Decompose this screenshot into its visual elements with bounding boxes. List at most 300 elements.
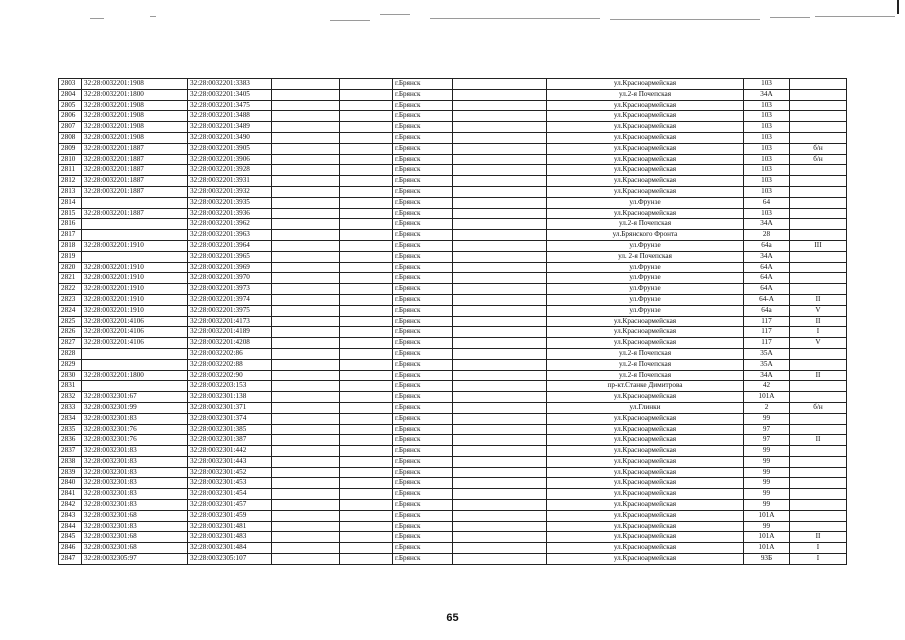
cadastral-number: 32:28:0032201:3932 [188,186,272,197]
note-cell: б/н [790,154,847,165]
cadastral-number: 32:28:0032301:387 [188,435,272,446]
registry-table [58,78,847,565]
city-cell: г.Брянск [393,456,453,467]
parent-cadastral-number [82,359,188,370]
street-cell: ул.Красноармейская [547,79,744,90]
note-cell [790,359,847,370]
table-row [59,456,847,467]
house-cell: 64-А [744,294,790,305]
cadastral-number: 32:28:0032301:442 [188,446,272,457]
table-row [59,294,847,305]
table-row [59,89,847,100]
table-row [59,402,847,413]
parent-cadastral-number: 32:28:0032201:1800 [82,89,188,100]
empty-cell [272,402,340,413]
table-row [59,284,847,295]
empty-cell [272,392,340,403]
empty-cell [453,510,547,521]
row-number: 2841 [59,489,82,500]
row-number: 2830 [59,370,82,381]
parent-cadastral-number [82,348,188,359]
cadastral-number: 32:28:0032301:453 [188,478,272,489]
note-cell [790,446,847,457]
row-number: 2816 [59,219,82,230]
street-cell: ул.Красноармейская [547,111,744,122]
empty-cell [272,111,340,122]
city-cell: г.Брянск [393,100,453,111]
cadastral-number: 32:28:0032201:3488 [188,111,272,122]
empty-cell [340,219,393,230]
note-cell [790,413,847,424]
table-row [59,532,847,543]
city-cell: г.Брянск [393,251,453,262]
parent-cadastral-number: 32:28:0032301:83 [82,489,188,500]
empty-cell [272,208,340,219]
empty-cell [340,111,393,122]
city-cell: г.Брянск [393,500,453,511]
street-cell: ул.Красноармейская [547,424,744,435]
parent-cadastral-number: 32:28:0032301:83 [82,413,188,424]
city-cell: г.Брянск [393,446,453,457]
empty-cell [272,456,340,467]
empty-cell [453,370,547,381]
empty-cell [340,316,393,327]
empty-cell [453,79,547,90]
parent-cadastral-number: 32:28:0032201:1910 [82,284,188,295]
empty-cell [453,500,547,511]
city-cell: г.Брянск [393,424,453,435]
empty-cell [453,478,547,489]
parent-cadastral-number: 32:28:0032201:1887 [82,143,188,154]
empty-cell [272,446,340,457]
row-number: 2815 [59,208,82,219]
city-cell: г.Брянск [393,338,453,349]
city-cell: г.Брянск [393,413,453,424]
table-row [59,262,847,273]
note-cell: II [790,316,847,327]
street-cell: ул.Красноармейская [547,176,744,187]
empty-cell [340,284,393,295]
empty-cell [340,510,393,521]
empty-cell [272,435,340,446]
note-cell [790,186,847,197]
empty-cell [340,262,393,273]
empty-cell [272,294,340,305]
note-cell [790,262,847,273]
row-number: 2812 [59,176,82,187]
note-cell: V [790,305,847,316]
parent-cadastral-number: 32:28:0032301:83 [82,446,188,457]
empty-cell [453,381,547,392]
row-number: 2832 [59,392,82,403]
empty-cell [340,543,393,554]
table-row [59,489,847,500]
street-cell: ул.Красноармейская [547,489,744,500]
empty-cell [272,489,340,500]
street-cell: ул.Красноармейская [547,456,744,467]
house-cell: 99 [744,467,790,478]
street-cell: ул.Фрунзе [547,197,744,208]
house-cell: 93Б [744,554,790,565]
parent-cadastral-number: 32:28:0032201:1908 [82,122,188,133]
city-cell: г.Брянск [393,348,453,359]
row-number: 2809 [59,143,82,154]
empty-cell [453,489,547,500]
row-number: 2807 [59,122,82,133]
street-cell: ул.Красноармейская [547,446,744,457]
house-cell: 28 [744,230,790,241]
house-cell: 101А [744,510,790,521]
street-cell: ул.Фрунзе [547,262,744,273]
house-cell: 103 [744,208,790,219]
row-number: 2824 [59,305,82,316]
street-cell: ул.Фрунзе [547,273,744,284]
cadastral-number: 32:28:0032301:454 [188,489,272,500]
empty-cell [340,402,393,413]
empty-cell [453,186,547,197]
empty-cell [272,348,340,359]
house-cell: 97 [744,424,790,435]
empty-cell [453,240,547,251]
city-cell: г.Брянск [393,122,453,133]
note-cell: II [790,532,847,543]
city-cell: г.Брянск [393,111,453,122]
street-cell: ул.Красноармейская [547,392,744,403]
empty-cell [340,230,393,241]
empty-cell [272,240,340,251]
empty-cell [340,478,393,489]
house-cell: 117 [744,338,790,349]
empty-cell [340,370,393,381]
empty-cell [272,500,340,511]
parent-cadastral-number: 32:28:0032201:4106 [82,327,188,338]
street-cell: ул.Красноармейская [547,510,744,521]
city-cell: г.Брянск [393,510,453,521]
house-cell: 101А [744,532,790,543]
parent-cadastral-number: 32:28:0032301:99 [82,402,188,413]
city-cell: г.Брянск [393,305,453,316]
table-row [59,100,847,111]
cadastral-number: 32:28:0032201:3970 [188,273,272,284]
empty-cell [340,489,393,500]
row-number: 2836 [59,435,82,446]
house-cell: 103 [744,132,790,143]
cadastral-number: 32:28:0032301:459 [188,510,272,521]
city-cell: г.Брянск [393,197,453,208]
cadastral-number: 32:28:0032201:3905 [188,143,272,154]
row-number: 2839 [59,467,82,478]
parent-cadastral-number: 32:28:0032301:83 [82,521,188,532]
row-number: 2820 [59,262,82,273]
empty-cell [340,500,393,511]
street-cell: ул.Красноармейская [547,143,744,154]
cadastral-number: 32:28:0032203:153 [188,381,272,392]
cadastral-number: 32:28:0032201:3490 [188,132,272,143]
table-row [59,467,847,478]
parent-cadastral-number: 32:28:0032201:1887 [82,186,188,197]
house-cell: 64А [744,284,790,295]
empty-cell [453,251,547,262]
parent-cadastral-number: 32:28:0032201:1800 [82,370,188,381]
table-row [59,392,847,403]
empty-cell [453,143,547,154]
cadastral-number: 32:28:0032301:374 [188,413,272,424]
street-cell: ул.Фрунзе [547,305,744,316]
empty-cell [340,532,393,543]
empty-cell [453,338,547,349]
parent-cadastral-number: 32:28:0032201:1910 [82,262,188,273]
table-row [59,219,847,230]
row-number: 2826 [59,327,82,338]
empty-cell [272,154,340,165]
parent-cadastral-number: 32:28:0032301:76 [82,424,188,435]
empty-cell [272,554,340,565]
house-cell: 99 [744,521,790,532]
empty-cell [340,132,393,143]
parent-cadastral-number [82,219,188,230]
row-number: 2821 [59,273,82,284]
house-cell: 42 [744,381,790,392]
house-cell: 64а [744,240,790,251]
table-row [59,197,847,208]
table-row [59,143,847,154]
empty-cell [272,381,340,392]
scan-edge-mark [897,0,899,14]
table-row [59,381,847,392]
empty-cell [453,435,547,446]
empty-cell [340,186,393,197]
parent-cadastral-number: 32:28:0032301:67 [82,392,188,403]
empty-cell [272,89,340,100]
row-number: 2846 [59,543,82,554]
cadastral-number: 32:28:0032201:3965 [188,251,272,262]
empty-cell [272,424,340,435]
empty-cell [340,381,393,392]
parent-cadastral-number [82,251,188,262]
table-row [59,165,847,176]
street-cell: ул.Фрунзе [547,294,744,305]
street-cell: ул.Красноармейская [547,165,744,176]
street-cell: ул.Фрунзе [547,240,744,251]
empty-cell [340,251,393,262]
table-row [59,273,847,284]
parent-cadastral-number: 32:28:0032201:1908 [82,79,188,90]
row-number: 2817 [59,230,82,241]
empty-cell [453,467,547,478]
table-row [59,327,847,338]
parent-cadastral-number: 32:28:0032301:68 [82,532,188,543]
empty-cell [272,510,340,521]
table-row [59,186,847,197]
city-cell: г.Брянск [393,219,453,230]
row-number: 2803 [59,79,82,90]
street-cell: ул.Красноармейская [547,554,744,565]
table-row [59,251,847,262]
parent-cadastral-number: 32:28:0032201:1910 [82,305,188,316]
parent-cadastral-number: 32:28:0032201:1910 [82,273,188,284]
empty-cell [453,348,547,359]
cadastral-number: 32:28:0032201:3963 [188,230,272,241]
row-number: 2805 [59,100,82,111]
street-cell: ул.2-я Почепская [547,359,744,370]
street-cell: ул.Фрунзе [547,284,744,295]
cadastral-number: 32:28:0032201:3936 [188,208,272,219]
city-cell: г.Брянск [393,359,453,370]
empty-cell [272,370,340,381]
city-cell: г.Брянск [393,392,453,403]
row-number: 2813 [59,186,82,197]
note-cell [790,79,847,90]
row-number: 2843 [59,510,82,521]
empty-cell [272,521,340,532]
row-number: 2819 [59,251,82,262]
cadastral-number: 32:28:0032301:484 [188,543,272,554]
empty-cell [272,100,340,111]
city-cell: г.Брянск [393,176,453,187]
scan-artifacts [0,0,905,40]
parent-cadastral-number [82,197,188,208]
city-cell: г.Брянск [393,381,453,392]
house-cell: 64А [744,262,790,273]
empty-cell [272,165,340,176]
table-row [59,435,847,446]
house-cell: 64А [744,273,790,284]
cadastral-number: 32:28:0032301:371 [188,402,272,413]
city-cell: г.Брянск [393,543,453,554]
cadastral-number: 32:28:0032201:4189 [188,327,272,338]
parent-cadastral-number [82,381,188,392]
parent-cadastral-number: 32:28:0032301:83 [82,456,188,467]
row-number: 2806 [59,111,82,122]
note-cell [790,348,847,359]
cadastral-number: 32:28:0032301:138 [188,392,272,403]
house-cell: 103 [744,111,790,122]
cadastral-number: 32:28:0032201:3975 [188,305,272,316]
empty-cell [453,176,547,187]
empty-cell [453,413,547,424]
parent-cadastral-number: 32:28:0032301:83 [82,467,188,478]
empty-cell [340,435,393,446]
empty-cell [272,413,340,424]
table-row [59,554,847,565]
street-cell: ул.Брянского Фронта [547,230,744,241]
house-cell: 103 [744,143,790,154]
note-cell: I [790,543,847,554]
row-number: 2831 [59,381,82,392]
note-cell [790,208,847,219]
city-cell: г.Брянск [393,554,453,565]
cadastral-number: 32:28:0032201:3489 [188,122,272,133]
parent-cadastral-number: 32:28:0032201:4106 [82,338,188,349]
street-cell: ул.2-я Почепская [547,219,744,230]
city-cell: г.Брянск [393,489,453,500]
empty-cell [272,143,340,154]
city-cell: г.Брянск [393,89,453,100]
parent-cadastral-number [82,230,188,241]
house-cell: 117 [744,327,790,338]
empty-cell [340,456,393,467]
empty-cell [453,132,547,143]
empty-cell [453,154,547,165]
table-row [59,478,847,489]
street-cell: ул.2-я Почепская [547,348,744,359]
house-cell: 99 [744,489,790,500]
table-row [59,500,847,511]
street-cell: ул.Красноармейская [547,543,744,554]
city-cell: г.Брянск [393,435,453,446]
cadastral-number: 32:28:0032201:3974 [188,294,272,305]
cadastral-number: 32:28:0032301:452 [188,467,272,478]
table-row [59,370,847,381]
table-row [59,122,847,133]
empty-cell [340,273,393,284]
empty-cell [340,424,393,435]
table-row [59,316,847,327]
house-cell: 101А [744,392,790,403]
cadastral-number: 32:28:0032201:4173 [188,316,272,327]
empty-cell [340,100,393,111]
note-cell [790,132,847,143]
street-cell: ул.Красноармейская [547,122,744,133]
empty-cell [453,208,547,219]
house-cell: 101А [744,543,790,554]
table-row [59,338,847,349]
street-cell: ул.Красноармейская [547,478,744,489]
note-cell: б/н [790,143,847,154]
house-cell: 99 [744,478,790,489]
house-cell: 99 [744,456,790,467]
empty-cell [453,219,547,230]
city-cell: г.Брянск [393,79,453,90]
house-cell: 34А [744,370,790,381]
house-cell: 34А [744,89,790,100]
empty-cell [340,208,393,219]
note-cell [790,230,847,241]
table-row [59,424,847,435]
parent-cadastral-number: 32:28:0032201:1910 [82,294,188,305]
empty-cell [340,197,393,208]
cadastral-number: 32:28:0032301:483 [188,532,272,543]
row-number: 2828 [59,348,82,359]
empty-cell [340,348,393,359]
table-row [59,521,847,532]
row-number: 2844 [59,521,82,532]
empty-cell [272,197,340,208]
empty-cell [272,122,340,133]
table-row [59,446,847,457]
empty-cell [272,262,340,273]
note-cell [790,219,847,230]
note-cell: II [790,294,847,305]
row-number: 2838 [59,456,82,467]
city-cell: г.Брянск [393,273,453,284]
cadastral-number: 32:28:0032202:90 [188,370,272,381]
city-cell: г.Брянск [393,294,453,305]
note-cell [790,467,847,478]
empty-cell [272,467,340,478]
house-cell: 103 [744,79,790,90]
house-cell: 97 [744,435,790,446]
row-number: 2827 [59,338,82,349]
house-cell: 117 [744,316,790,327]
row-number: 2842 [59,500,82,511]
cadastral-number: 32:28:0032301:385 [188,424,272,435]
city-cell: г.Брянск [393,132,453,143]
empty-cell [340,165,393,176]
note-cell [790,251,847,262]
empty-cell [340,359,393,370]
parent-cadastral-number: 32:28:0032301:83 [82,478,188,489]
